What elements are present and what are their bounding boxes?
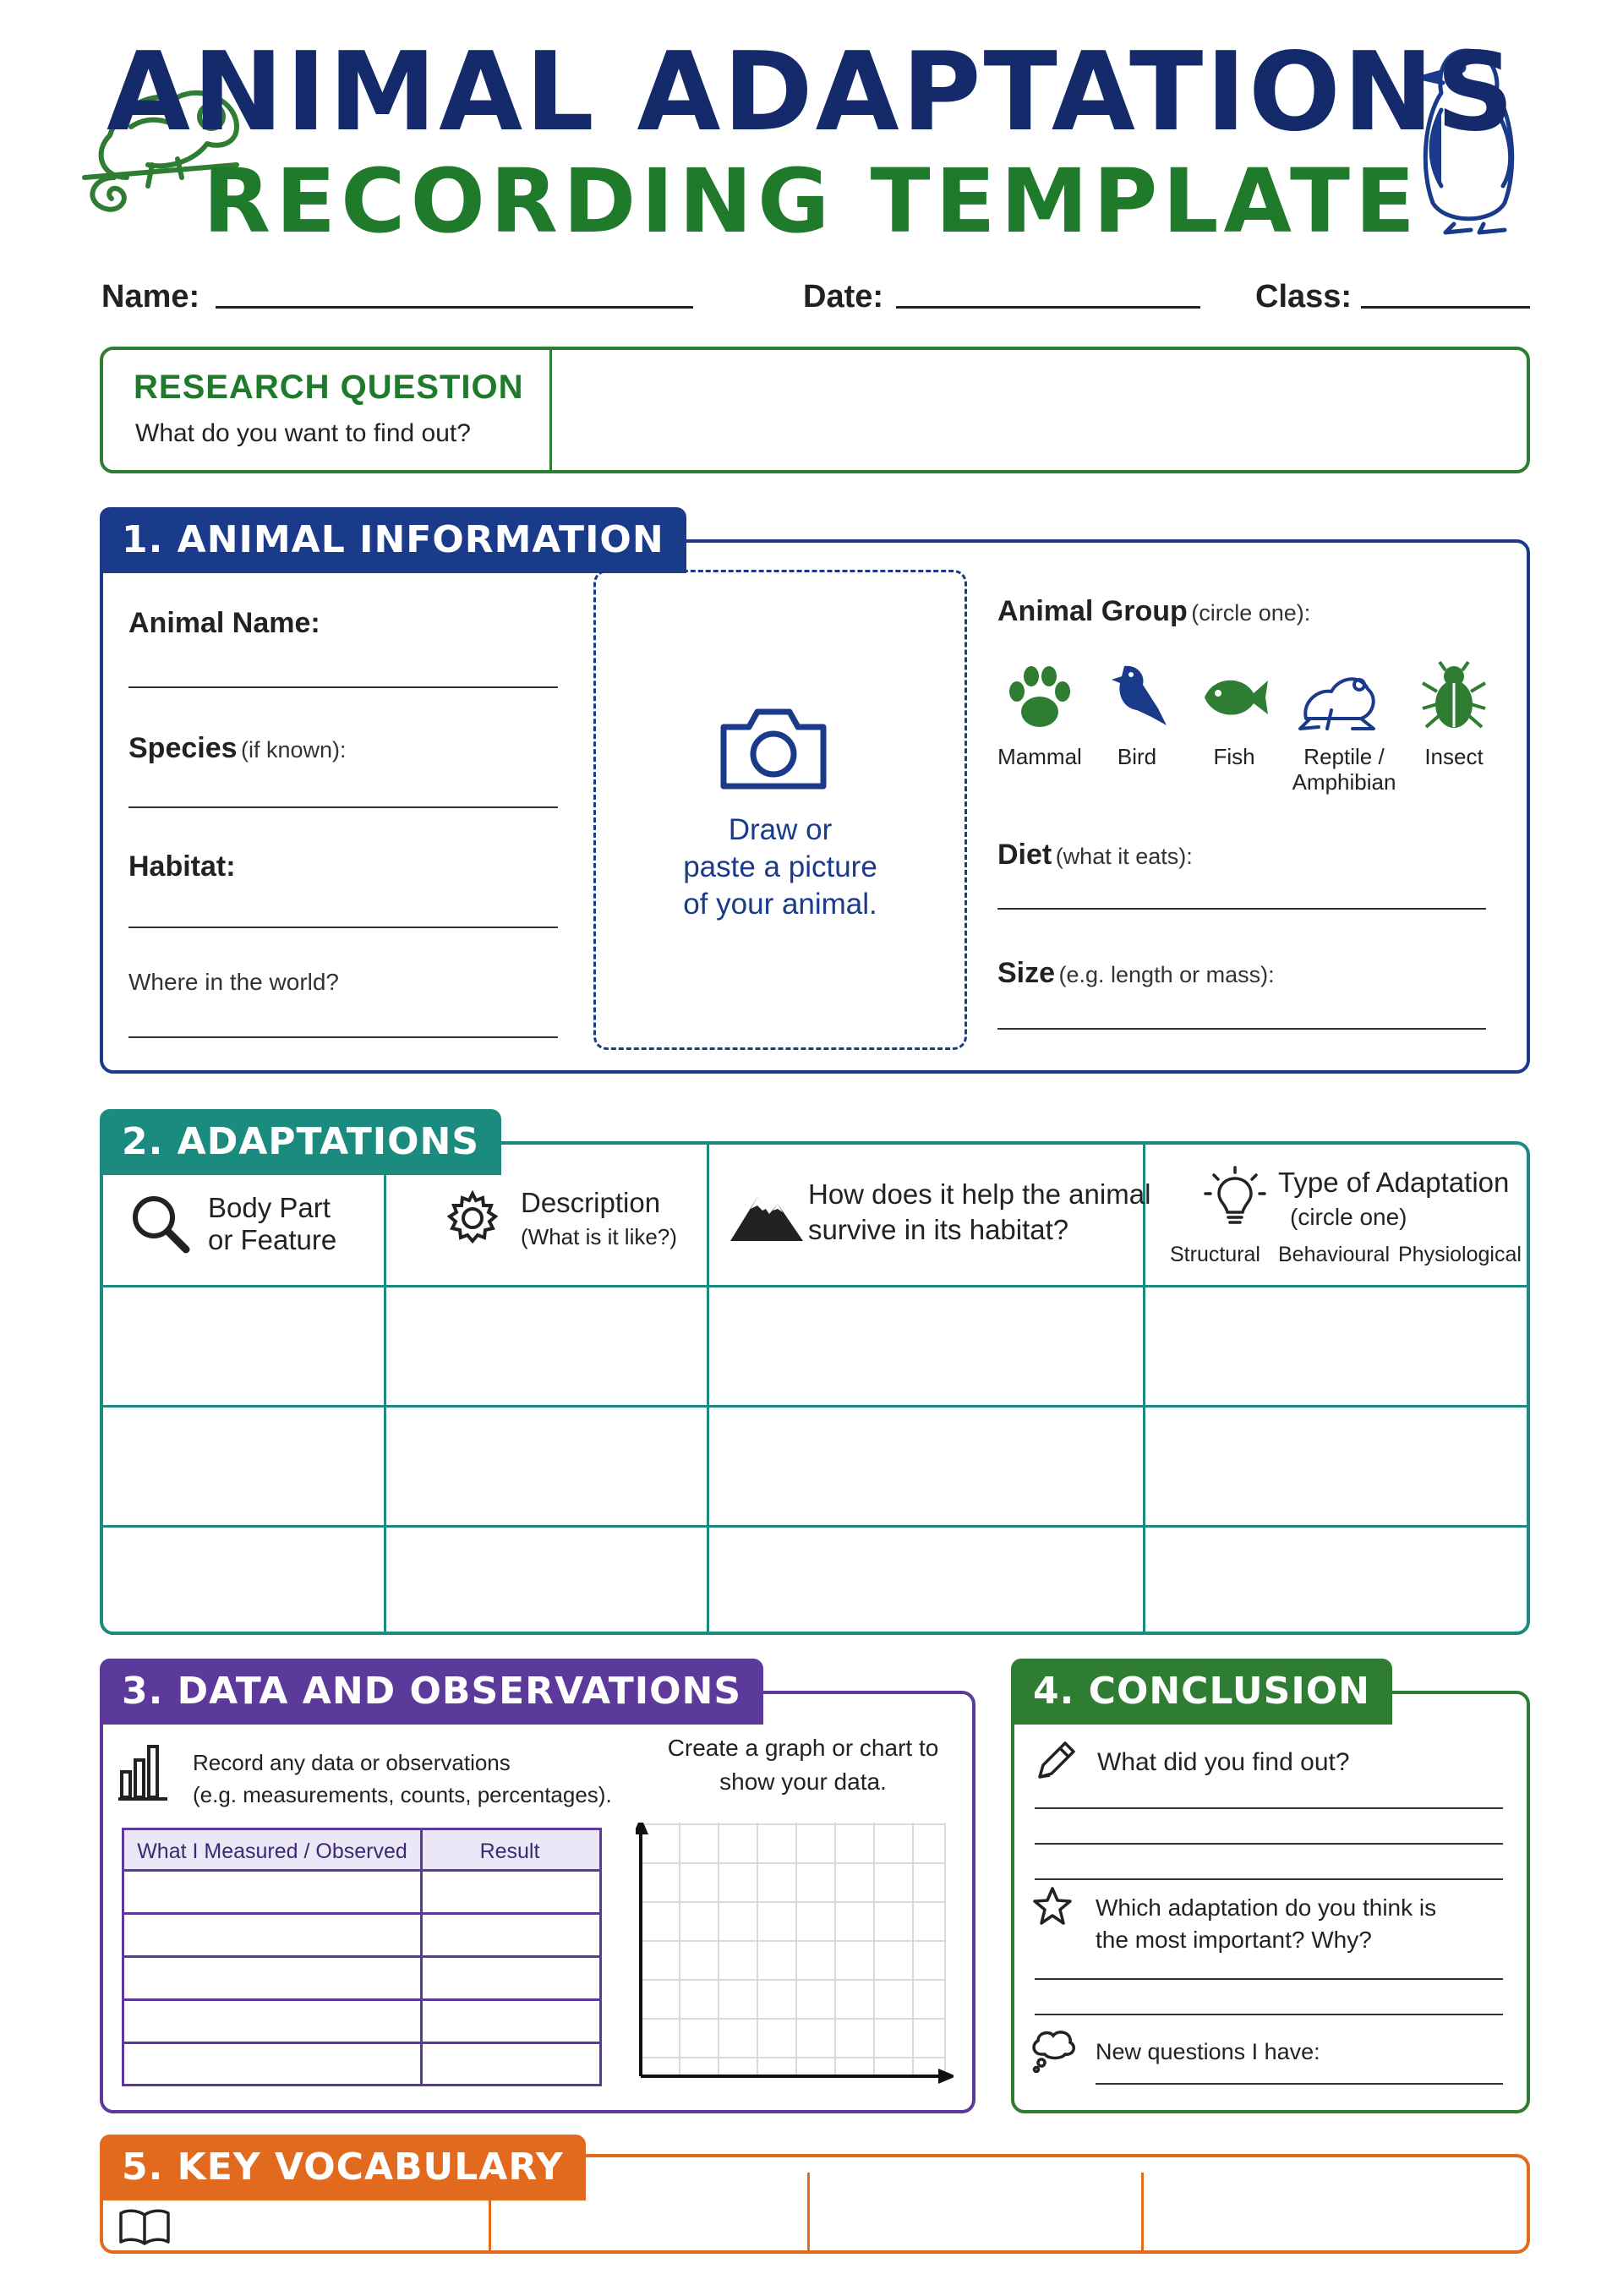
adapt-cell-r1c2[interactable] <box>387 1288 705 1403</box>
group-label-fish: Fish <box>1213 744 1255 769</box>
adapt-cell-r1c1[interactable] <box>103 1288 382 1403</box>
adapt-cell-r2c2[interactable] <box>387 1408 705 1523</box>
adapt-header-line <box>101 1285 1528 1287</box>
size-field[interactable] <box>997 1028 1486 1030</box>
group-label-insect: Insect <box>1424 744 1484 769</box>
data-table-row-line <box>122 1955 602 1958</box>
vocab-cell-1[interactable] <box>186 2176 482 2250</box>
gear-icon <box>445 1190 500 1250</box>
size-label: Size (e.g. length or mass): <box>997 957 1275 989</box>
beetle-icon[interactable] <box>1407 658 1500 734</box>
group-label-bird: Bird <box>1117 744 1157 769</box>
adapt-cell-r2c1[interactable] <box>103 1408 382 1523</box>
q3-line[interactable] <box>1096 2083 1503 2085</box>
conclusion-q1: What did you find out? <box>1097 1748 1350 1776</box>
data-table-row-line <box>122 1998 602 2001</box>
type-structural[interactable]: Structural <box>1170 1243 1260 1266</box>
graph-grid[interactable] <box>636 1823 954 2090</box>
adapt-cell-r3c2[interactable] <box>387 1528 705 1632</box>
adapt-cell-r1c4[interactable] <box>1146 1288 1527 1403</box>
photo-drop-area[interactable] <box>593 570 967 1050</box>
thought-bubble-icon <box>1030 2029 1077 2077</box>
where-label: Where in the world? <box>128 969 340 995</box>
adapt-cell-r3c4[interactable] <box>1146 1528 1527 1632</box>
vocab-divider-2 <box>807 2173 810 2252</box>
species-field[interactable] <box>128 806 558 808</box>
paw-icon[interactable] <box>993 659 1086 735</box>
research-prompt: What do you want to find out? <box>135 419 471 447</box>
vocab-cell-3[interactable] <box>813 2176 1136 2250</box>
vocab-cell-4[interactable] <box>1148 2176 1525 2250</box>
bar-chart-icon <box>118 1738 169 1805</box>
section-2-tab: 2. ADAPTATIONS <box>100 1109 501 1175</box>
habitat-label: Habitat: <box>128 850 236 883</box>
research-answer-field[interactable] <box>558 352 1522 468</box>
adapt-cell-r2c4[interactable] <box>1146 1408 1527 1523</box>
date-label: Date: <box>803 279 884 314</box>
q1-line-2[interactable] <box>1035 1843 1503 1845</box>
col-body-part: Body Part or Feature <box>208 1192 337 1255</box>
type-behavioural[interactable]: Behavioural <box>1278 1243 1391 1266</box>
name-field[interactable] <box>216 306 693 309</box>
bird-icon[interactable] <box>1090 658 1183 734</box>
col-type-hint: (circle one) <box>1290 1204 1407 1230</box>
q2-line-2[interactable] <box>1035 2014 1503 2015</box>
section-3-tab: 3. DATA AND OBSERVATIONS <box>100 1659 763 1725</box>
conclusion-q2: Which adaptation do you think is the most important? Why? <box>1096 1894 1437 1953</box>
animal-name-label: Animal Name: <box>128 607 320 639</box>
research-divider <box>549 348 552 472</box>
data-col-measured: What I Measured / Observed <box>137 1840 407 1863</box>
data-table-row-line <box>122 1912 602 1915</box>
adapt-row-line-2 <box>101 1525 1528 1528</box>
adapt-row-line-1 <box>101 1405 1528 1408</box>
section-5-tab: 5. KEY VOCABULARY <box>100 2135 586 2200</box>
group-label-mammal: Mammal <box>997 744 1082 769</box>
date-field[interactable] <box>896 306 1200 309</box>
graph-instructions: Create a graph or chart to show your data. <box>667 1735 939 1795</box>
conclusion-q3: New questions I have: <box>1096 2039 1320 2064</box>
q2-line-1[interactable] <box>1035 1978 1503 1980</box>
vocab-divider-1 <box>489 2173 491 2252</box>
section-4-tab: 4. CONCLUSION <box>1011 1659 1392 1725</box>
data-col-result: Result <box>479 1840 540 1863</box>
photo-instructions: Draw or paste a picture of your animal. <box>683 813 877 921</box>
vocab-cell-2[interactable] <box>495 2176 801 2250</box>
animal-group-label: Animal Group (circle one): <box>997 595 1311 627</box>
class-label: Class: <box>1255 279 1352 314</box>
name-label: Name: <box>101 279 200 314</box>
data-intro: Record any data or observations (e.g. measurements, counts, percentages). <box>193 1750 612 1807</box>
adapt-cell-r3c3[interactable] <box>710 1528 1141 1632</box>
adapt-cell-r3c1[interactable] <box>103 1528 382 1632</box>
frog-icon[interactable] <box>1293 659 1386 735</box>
q1-line-3[interactable] <box>1035 1878 1503 1880</box>
book-icon <box>118 2208 171 2250</box>
adapt-divider-2 <box>707 1143 709 1633</box>
adapt-cell-r1c3[interactable] <box>710 1288 1141 1403</box>
search-icon <box>128 1192 191 1259</box>
adapt-divider-1 <box>384 1143 386 1633</box>
species-label: Species (if known): <box>128 732 347 764</box>
col-description: Description (What is it like?) <box>521 1187 677 1249</box>
section-1-tab: 1. ANIMAL INFORMATION <box>100 507 686 573</box>
star-icon <box>1031 1885 1074 1932</box>
q1-line-1[interactable] <box>1035 1807 1503 1809</box>
research-heading: RESEARCH QUESTION <box>134 369 524 406</box>
page-title: ANIMAL ADAPTATIONS <box>106 30 1517 156</box>
pencil-icon <box>1033 1740 1077 1788</box>
mountain-icon <box>729 1184 805 1247</box>
where-field[interactable] <box>128 1036 558 1038</box>
habitat-field[interactable] <box>128 927 558 928</box>
vocab-divider-3 <box>1141 2173 1144 2252</box>
fish-icon[interactable] <box>1188 659 1281 735</box>
camera-icon <box>717 702 830 795</box>
class-field[interactable] <box>1361 306 1530 309</box>
lightbulb-icon <box>1202 1165 1268 1235</box>
adapt-cell-r2c3[interactable] <box>710 1408 1141 1523</box>
data-table-row-line <box>122 1869 602 1872</box>
diet-label: Diet (what it eats): <box>997 839 1193 871</box>
col-how-helps: How does it help the animal survive in its habitat? <box>808 1178 1151 1245</box>
data-table-row-line <box>122 2042 602 2044</box>
type-physiological[interactable]: Physiological <box>1398 1243 1522 1266</box>
col-type-title: Type of Adaptation <box>1278 1167 1510 1198</box>
page-subtitle: RECORDING TEMPLATE <box>203 150 1420 253</box>
diet-field[interactable] <box>997 908 1486 910</box>
group-label-reptile: Reptile / Amphibian <box>1292 744 1396 795</box>
animal-name-field[interactable] <box>128 686 558 688</box>
